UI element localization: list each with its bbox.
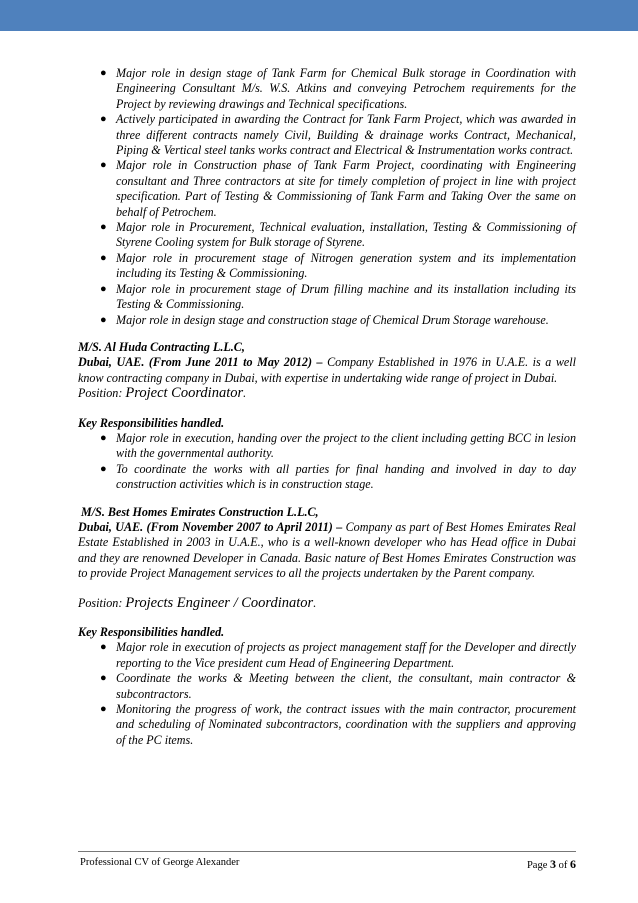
besthomes-location-dates: Dubai, UAE. (From November 2007 to April 2011) –: [78, 519, 343, 534]
alhuda-resp-heading: Key Responsibilities handled.: [78, 415, 225, 430]
page-number: Page 3 of 6: [526, 857, 576, 871]
tank-farm-list: [78, 66, 576, 328]
alhuda-location-dates: Dubai, UAE. (From June 2011 to May 2012) –: [78, 355, 323, 370]
alhuda-company: M/S. Al Huda Contracting L.L.C,: [78, 339, 245, 354]
bullet-icon: ●: [100, 672, 107, 685]
besthomes-description: Dubai, UAE. (From November 2007 to April 2011) – Company as part of Best Homes Emirates Real Estate Established in 2003 in U.A.E., who is a well-known developer who has Head office in Dubai and they are renowned Developer in Canada. Basic nature of Best Homes Emirates Construction was to provide Project Management services to all the projects undertaken by the Parent company.: [78, 519, 577, 581]
list-item: ● Major role in Procurement, Technical evaluation, installation, Testing & Commissioning of Styrene Cooling system for Bulk storage of Styrene.: [100, 220, 576, 250]
bullet-icon: ●: [100, 462, 107, 475]
bullet-icon: ●: [100, 159, 107, 172]
bullet-icon: ●: [100, 703, 107, 716]
besthomes-list: [78, 640, 576, 748]
besthomes-position: Position: Projects Engineer / Coordinator.: [78, 594, 317, 611]
bullet-icon: ●: [100, 641, 107, 654]
alhuda-position-title: Project Coordinator: [125, 385, 244, 402]
header-bar: [0, 0, 638, 31]
list-item: ● Major role in procurement stage of Drum filling machine and its installation including its Testing & Commissioning.: [100, 281, 576, 312]
list-item: ● Major role in Construction phase of Tank Farm Project, coordinating with Engineering consultant and Three contractors at site for timely completion of project in line with project specification. Part of Testing & Commissioning of Tank Farm and Taking Over the same on behalf of Petrochem.: [100, 158, 576, 219]
page-content: [78, 66, 576, 748]
list-item: ● Major role in execution of projects as project management staff for the Developer and directly reporting to the Vice president cum Head of Engineering Department.: [100, 640, 576, 670]
page-footer: [78, 851, 576, 871]
bullet-icon: ●: [100, 113, 107, 126]
alhuda-description: Dubai, UAE. (From June 2011 to May 2012) – Company Established in 1976 in U.A.E. is a well know contracting company in Dubai, with expertise in undertaking wide range of project in Dubai.: [78, 355, 576, 385]
list-item: ● Major role in execution, handing over the project to the client including getting BCC in lesion with the governmental authority.: [100, 430, 576, 461]
list-item: ● Coordinate the works & Meeting between the client, the consultant, main contractor & subcontractors.: [100, 671, 576, 701]
besthomes-company: M/S. Best Homes Emirates Construction L.L.C,: [81, 504, 319, 519]
besthomes-position-title: Projects Engineer / Coordinator: [125, 594, 314, 611]
alhuda-list: [78, 431, 576, 493]
bullet-icon: ●: [100, 313, 107, 326]
alhuda-position: Position: Project Coordinator.: [78, 385, 247, 402]
bullet-icon: ●: [100, 431, 107, 444]
list-item: ● Actively participated in awarding the Contract for Tank Farm Project, which was awarded in three different contracts namely Civil, Building & drainage works Contract, Mechanical, Piping & Vertical steel tanks works contract and Electrical & Instrumentation works contract.: [100, 112, 576, 158]
bullet-icon: ●: [100, 221, 107, 234]
bullet-icon: ●: [100, 67, 107, 79]
bullet-icon: ●: [100, 282, 107, 295]
list-item: ● To coordinate the works with all parties for final handing and involved in day to day construction activities which is in construction stage.: [100, 461, 576, 492]
bullet-icon: ●: [100, 251, 107, 264]
list-item: ● Major role in design stage of Tank Farm for Chemical Bulk storage in Coordination with Engineering Consultant M/s. W.S. Atkins and conveying Petrochem requirements for the Project by reviewing drawings and Technical specifications.: [100, 66, 576, 111]
list-item: ● Major role in design stage and construction stage of Chemical Drum Storage warehouse.: [100, 312, 549, 327]
besthomes-resp-heading: Key Responsibilities handled.: [78, 625, 225, 639]
list-item: ● Major role in procurement stage of Nitrogen generation system and its implementation including its Testing & Commissioning.: [100, 250, 576, 281]
list-item: ● Monitoring the progress of work, the contract issues with the main contractor, procurement and scheduling of Nominated subcontractors, coordination with the suppliers and approving of the PC items.: [100, 702, 576, 747]
footer-title: Professional CV of George Alexander: [80, 857, 240, 868]
